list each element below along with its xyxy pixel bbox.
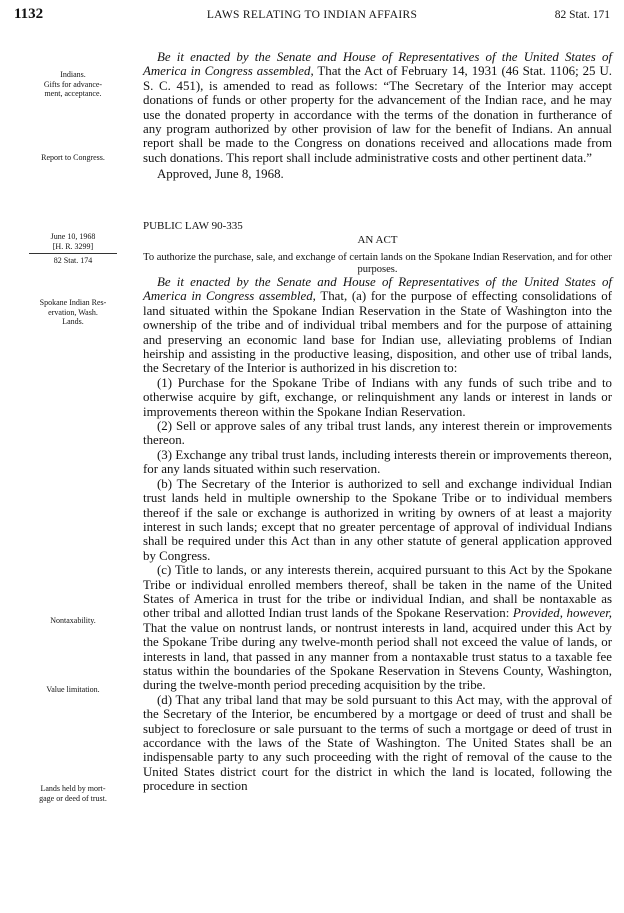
enactment-text: That, (a) for the purpose of effecting consolidations of land situated within the Spokane Indian Reservation in the State of Washington into the ownership of the tribe and of individual tribal members and for the purpose of attaining and preserving an economic land base for Indian use, alleviating problems of Indian heirship and assisting in the productive leasing, disposition, and other use of tribal lands, the Secretary of the Interior is authorized in his discretion to:	[143, 289, 612, 376]
paragraph-d: (d) That any tribal land that may be sold pursuant to this Act may, with the approval of the Secretary of the Interior, be encumbered by a mortgage or deed of trust and shall be subject to foreclosure or sale pursuant to the terms of such a mortgage or deed of trust in accordance with the laws of the State of Washington. The United States shall be an indispensable party to any such proceeding with the right of removal of the cause to the United States district court for the district in which the land is located, following the procedure in section	[143, 692, 612, 794]
margin-note-line: ervation, Wash.	[48, 307, 98, 317]
paragraph-c-text: (c) Title to lands, or any interests therein, acquired pursuant to this Act by the Spokane Tribe or individual enrolled members thereof, shall be taken in the name of the United States of America in trust for the tribe or individual Indian, and shall be nontaxable as other tribal and allotted Indian trust lands of the Spokane Reservation:	[143, 563, 612, 621]
margin-note-value-limitation	[14, 685, 132, 695]
act-purpose: To authorize the purchase, sale, and exchange of certain lands on the Spokane Indian Reservation, and for other purposes.	[143, 251, 612, 275]
margin-note-mortgage	[14, 784, 132, 803]
paragraph-3: (3) Exchange any tribal trust lands, including interests therein or improvements thereon, for any lands situated within such reservation.	[143, 447, 612, 477]
margin-note-line: Gifts for advance-	[43, 79, 103, 89]
margin-note-indians	[14, 70, 132, 99]
page-header	[14, 6, 610, 28]
margin-note-line: 82 Stat. 174	[53, 256, 93, 265]
margin-note-line: Report to Congress.	[41, 153, 105, 162]
running-title: LAWS RELATING TO INDIAN AFFAIRS	[206, 9, 418, 21]
margin-note-line: Lands.	[62, 317, 84, 326]
margin-note-date	[14, 232, 132, 266]
margin-note-line: ment, acceptance.	[44, 89, 102, 98]
margin-note-line: [H. R. 3299]	[52, 241, 94, 251]
enactment-text: That the Act of February 14, 1931 (46 Stat. 1106; 25 U. S. C. 451), is amended to read as follows: “The Secretary of the Interior may accept donations of funds or other property for the advancement of the Indian race, and he may use the donated property in accordance with the terms of the donation in furtherance of any program authorized by other provision of law for the benefit of Indians. An annual report shall be made to the Congress on donations received and allocations made from such donations. This report shall include administrative costs and other pertinent data.”	[143, 64, 612, 165]
paragraph-c	[143, 563, 612, 693]
an-act-heading: AN ACT	[357, 234, 398, 247]
approved-line: Approved, June 8, 1968.	[157, 167, 284, 182]
margin-note-spokane	[14, 298, 132, 327]
paragraph-2: (2) Sell or approve sales of any tribal trust lands, any interest therein or improvements thereon.	[143, 419, 612, 448]
statute-citation: 82 Stat. 171	[554, 9, 610, 21]
page-number: 1132	[14, 6, 44, 22]
margin-note-line: Lands held by mort-	[40, 784, 106, 793]
margin-note-line: Value limitation.	[46, 685, 100, 694]
enactment-2	[143, 275, 612, 794]
public-law-heading	[143, 219, 612, 276]
enacting-clause: Be it enacted by the Senate and House of Representatives of the United States of America in Congress assembled,	[143, 50, 612, 79]
paragraph-1: (1) Purchase for the Spokane Tribe of Indians with any funds of such tribe and to otherwise acquire by gift, exchange, or relinquishment any lands or interest in lands or improvements thereon within the Spokane Indian Reservation.	[143, 375, 612, 419]
enactment-1	[143, 50, 612, 182]
enacting-clause: Be it enacted by the Senate and House of Representatives of the United States of America in Congress assembled,	[143, 275, 612, 304]
margin-divider	[29, 253, 117, 254]
proviso: Provided, however,	[509, 606, 613, 621]
margin-note-line: gage or deed of trust.	[39, 793, 107, 803]
paragraph-c-text-2: That the value on nontrust lands, or nontrust interests in land, acquired under this Act by the Spokane Tribe during any twelve-month period shall not exceed the value of lands, or interests in land, that passed in any manner from a nontaxable trust status to a taxable fee status within the boundaries of the Spokane Reservation in Stevens County, Washington, during the twelve-month period preceding acquisition by the tribe.	[143, 620, 612, 693]
margin-note-nontaxability	[14, 616, 132, 626]
public-law-number: PUBLIC LAW 90-335	[143, 220, 243, 232]
margin-note-report	[14, 153, 132, 163]
margin-note-line: June 10, 1968	[50, 232, 96, 241]
paragraph-b: (b) The Secretary of the Interior is authorized to sell and exchange individual Indian trust lands held in multiple ownership to the Spokane Tribe or to individual members thereof if the sale or exchange is authorized in writing by owners of at least a majority interest in such lands; except that no greater percentage of approval of individual Indians shall be required under this Act than in any other statute of general application approved by Congress.	[143, 476, 612, 563]
margin-note-line: Nontaxability.	[50, 616, 96, 625]
margin-note-line: Indians.	[60, 70, 86, 79]
margin-note-line: Spokane Indian Res-	[39, 298, 107, 307]
